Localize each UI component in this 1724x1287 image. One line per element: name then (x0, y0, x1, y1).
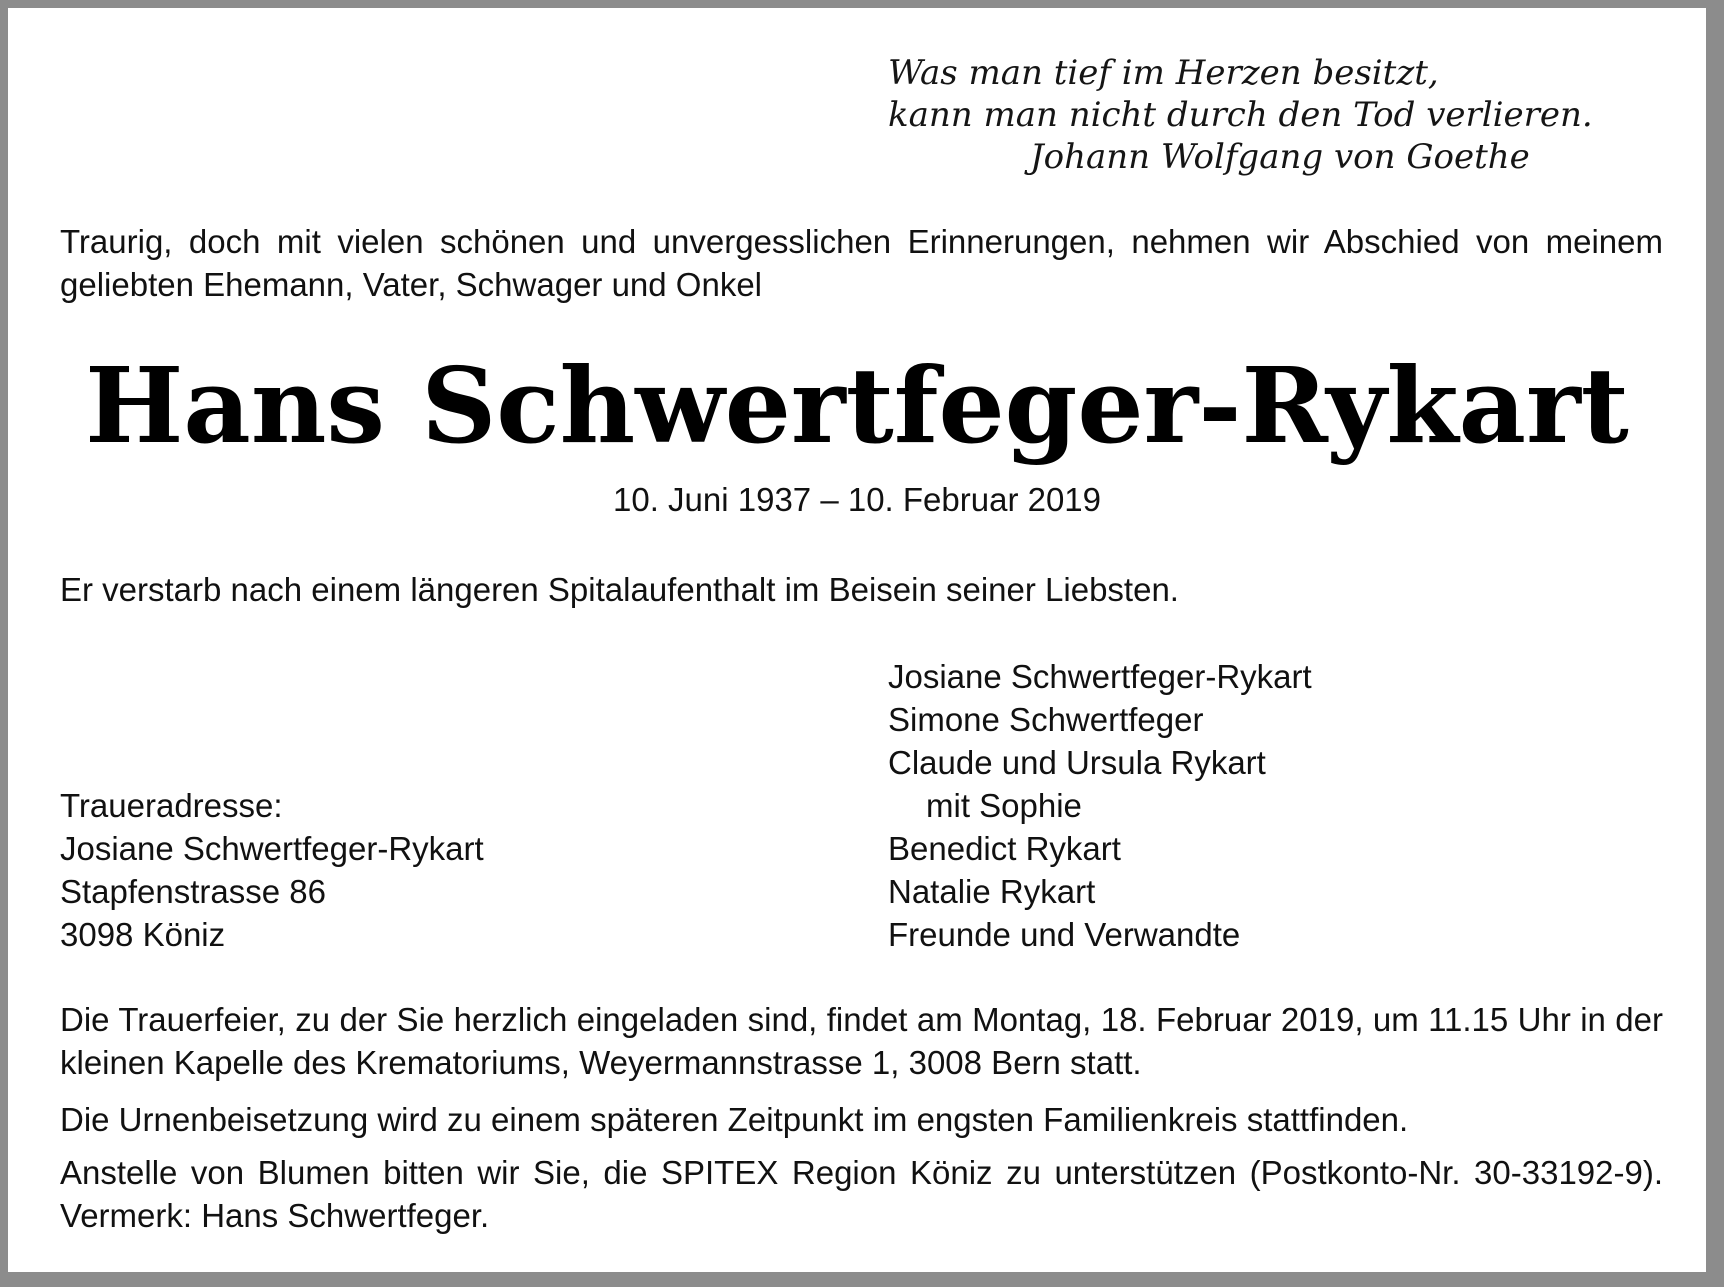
deceased-dates: 10. Juni 1937 – 10. Februar 2019 (612, 481, 1102, 518)
mourner-item: Josiane Schwertfeger-Rykart (888, 658, 1312, 695)
mourner-item: Benedict Rykart (888, 830, 1121, 867)
quote-author: Johann Wolfgang von Goethe (1030, 137, 1530, 177)
mourner-item: Natalie Rykart (888, 873, 1096, 910)
donation-text: Anstelle von Blumen bitten wir Sie, die SPITEX Region Köniz zu unterstützen (Postkonto-Nr. 30-33192-9). Vermerk: Hans Schwertfeger. (60, 1154, 1663, 1234)
quote-line-1: Was man tief im Herzen besitzt, (888, 53, 1439, 93)
address-city: 3098 Köniz (60, 916, 226, 953)
ceremony-text: Die Trauerfeier, zu der Sie herzlich eingeladen sind, findet am Montag, 18. Februar 2019, um 11.15 Uhr in der kleinen Kapelle des Krematoriums, Weyermannstrasse 1, 3008 Bern statt. (60, 1001, 1663, 1081)
mourner-item: Simone Schwertfeger (888, 701, 1204, 738)
deceased-name: Hans Schwertfeger-Rykart (85, 344, 1629, 467)
obituary-notice (8, 8, 1706, 1272)
passing-note: Er verstarb nach einem längeren Spitalaufenthalt im Beisein seiner Liebsten. (60, 571, 1179, 608)
mourner-item: mit Sophie (926, 787, 1082, 824)
address-label: Traueradresse: (60, 787, 283, 824)
quote-line-2: kann man nicht durch den Tod verlieren. (888, 95, 1593, 135)
address-name: Josiane Schwertfeger-Rykart (60, 830, 484, 867)
burial-text: Die Urnenbeisetzung wird zu einem späteren Zeitpunkt im engsten Familienkreis stattfinden. (60, 1101, 1409, 1138)
mourner-item: Claude und Ursula Rykart (888, 744, 1266, 781)
mourner-item: Freunde und Verwandte (888, 916, 1241, 953)
intro-text: Traurig, doch mit vielen schönen und unvergesslichen Erinnerungen, nehmen wir Abschied von meinem geliebten Ehemann, Vater, Schwager und Onkel (60, 223, 1663, 303)
address-street: Stapfenstrasse 86 (60, 873, 326, 910)
